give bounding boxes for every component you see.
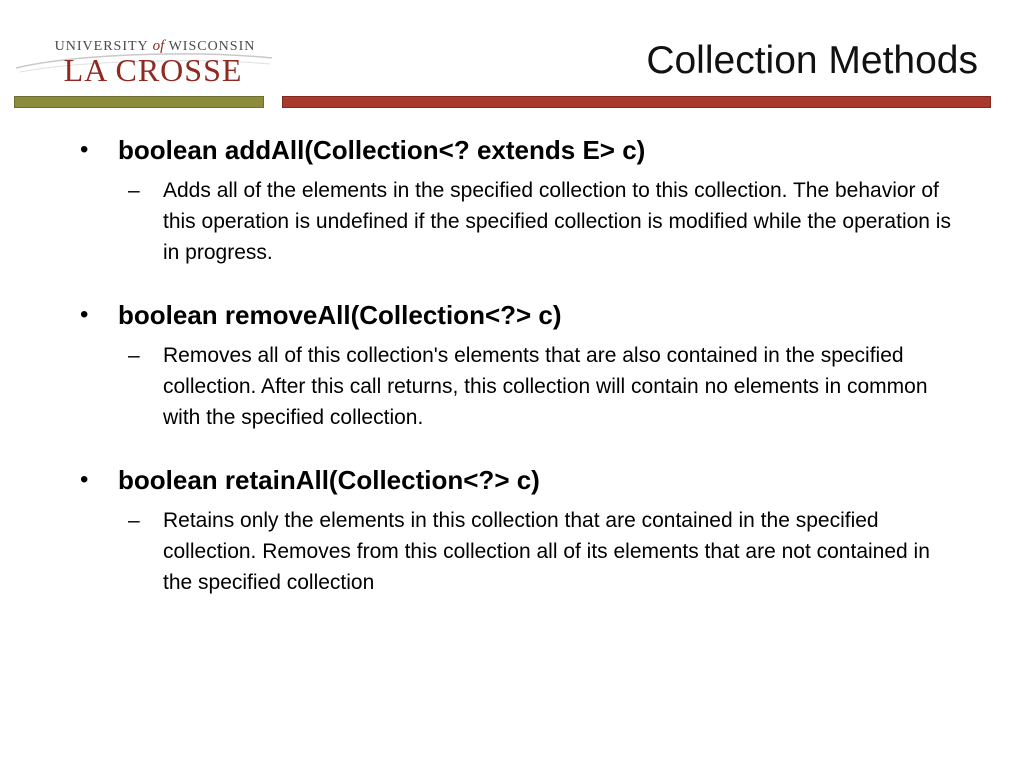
- method-item-removeall: [80, 298, 980, 433]
- method-signature: boolean retainAll(Collection<?> c): [118, 465, 540, 495]
- method-description: [128, 175, 963, 268]
- bullet-icon: •: [80, 466, 89, 493]
- method-description-text: Removes all of this collection's elements that are also contained in the specified collection. After this call returns, this collection will contain no elements in common with the specified collection.: [163, 344, 928, 429]
- slide-title: Collection Methods: [646, 39, 978, 82]
- method-description-text: Retains only the elements in this collection that are contained in the specified collection. Removes from this collection all of its elements that are not contained in the specified collection: [163, 509, 930, 594]
- method-heading: [80, 133, 980, 167]
- university-logo: [14, 32, 276, 92]
- logo-campus-name: LA CROSSE: [63, 52, 243, 88]
- method-heading: [80, 298, 980, 332]
- method-signature: boolean removeAll(Collection<?> c): [118, 300, 562, 330]
- dash-icon: –: [128, 509, 140, 532]
- logo-of-word: of: [152, 38, 165, 54]
- method-signature: boolean addAll(Collection<? extends E> c): [118, 135, 646, 165]
- method-item-addall: [80, 133, 980, 268]
- method-item-retainall: [80, 463, 980, 598]
- method-description-text: Adds all of the elements in the specified collection to this collection. The behavior of this operation is undefined if the specified collection is modified while the operation is in progress.: [163, 179, 951, 264]
- dash-icon: –: [128, 179, 140, 202]
- method-heading: [80, 463, 980, 497]
- header-bar-olive: [14, 96, 264, 108]
- logo-state-word: WISCONSIN: [168, 39, 256, 54]
- logo-university-word: UNIVERSITY: [54, 39, 149, 54]
- method-description: [128, 505, 963, 598]
- bullet-icon: •: [80, 301, 89, 328]
- header-bar-red: [282, 96, 991, 108]
- slide-content: [80, 133, 980, 628]
- bullet-icon: •: [80, 136, 89, 163]
- dash-icon: –: [128, 344, 140, 367]
- method-description: [128, 340, 963, 433]
